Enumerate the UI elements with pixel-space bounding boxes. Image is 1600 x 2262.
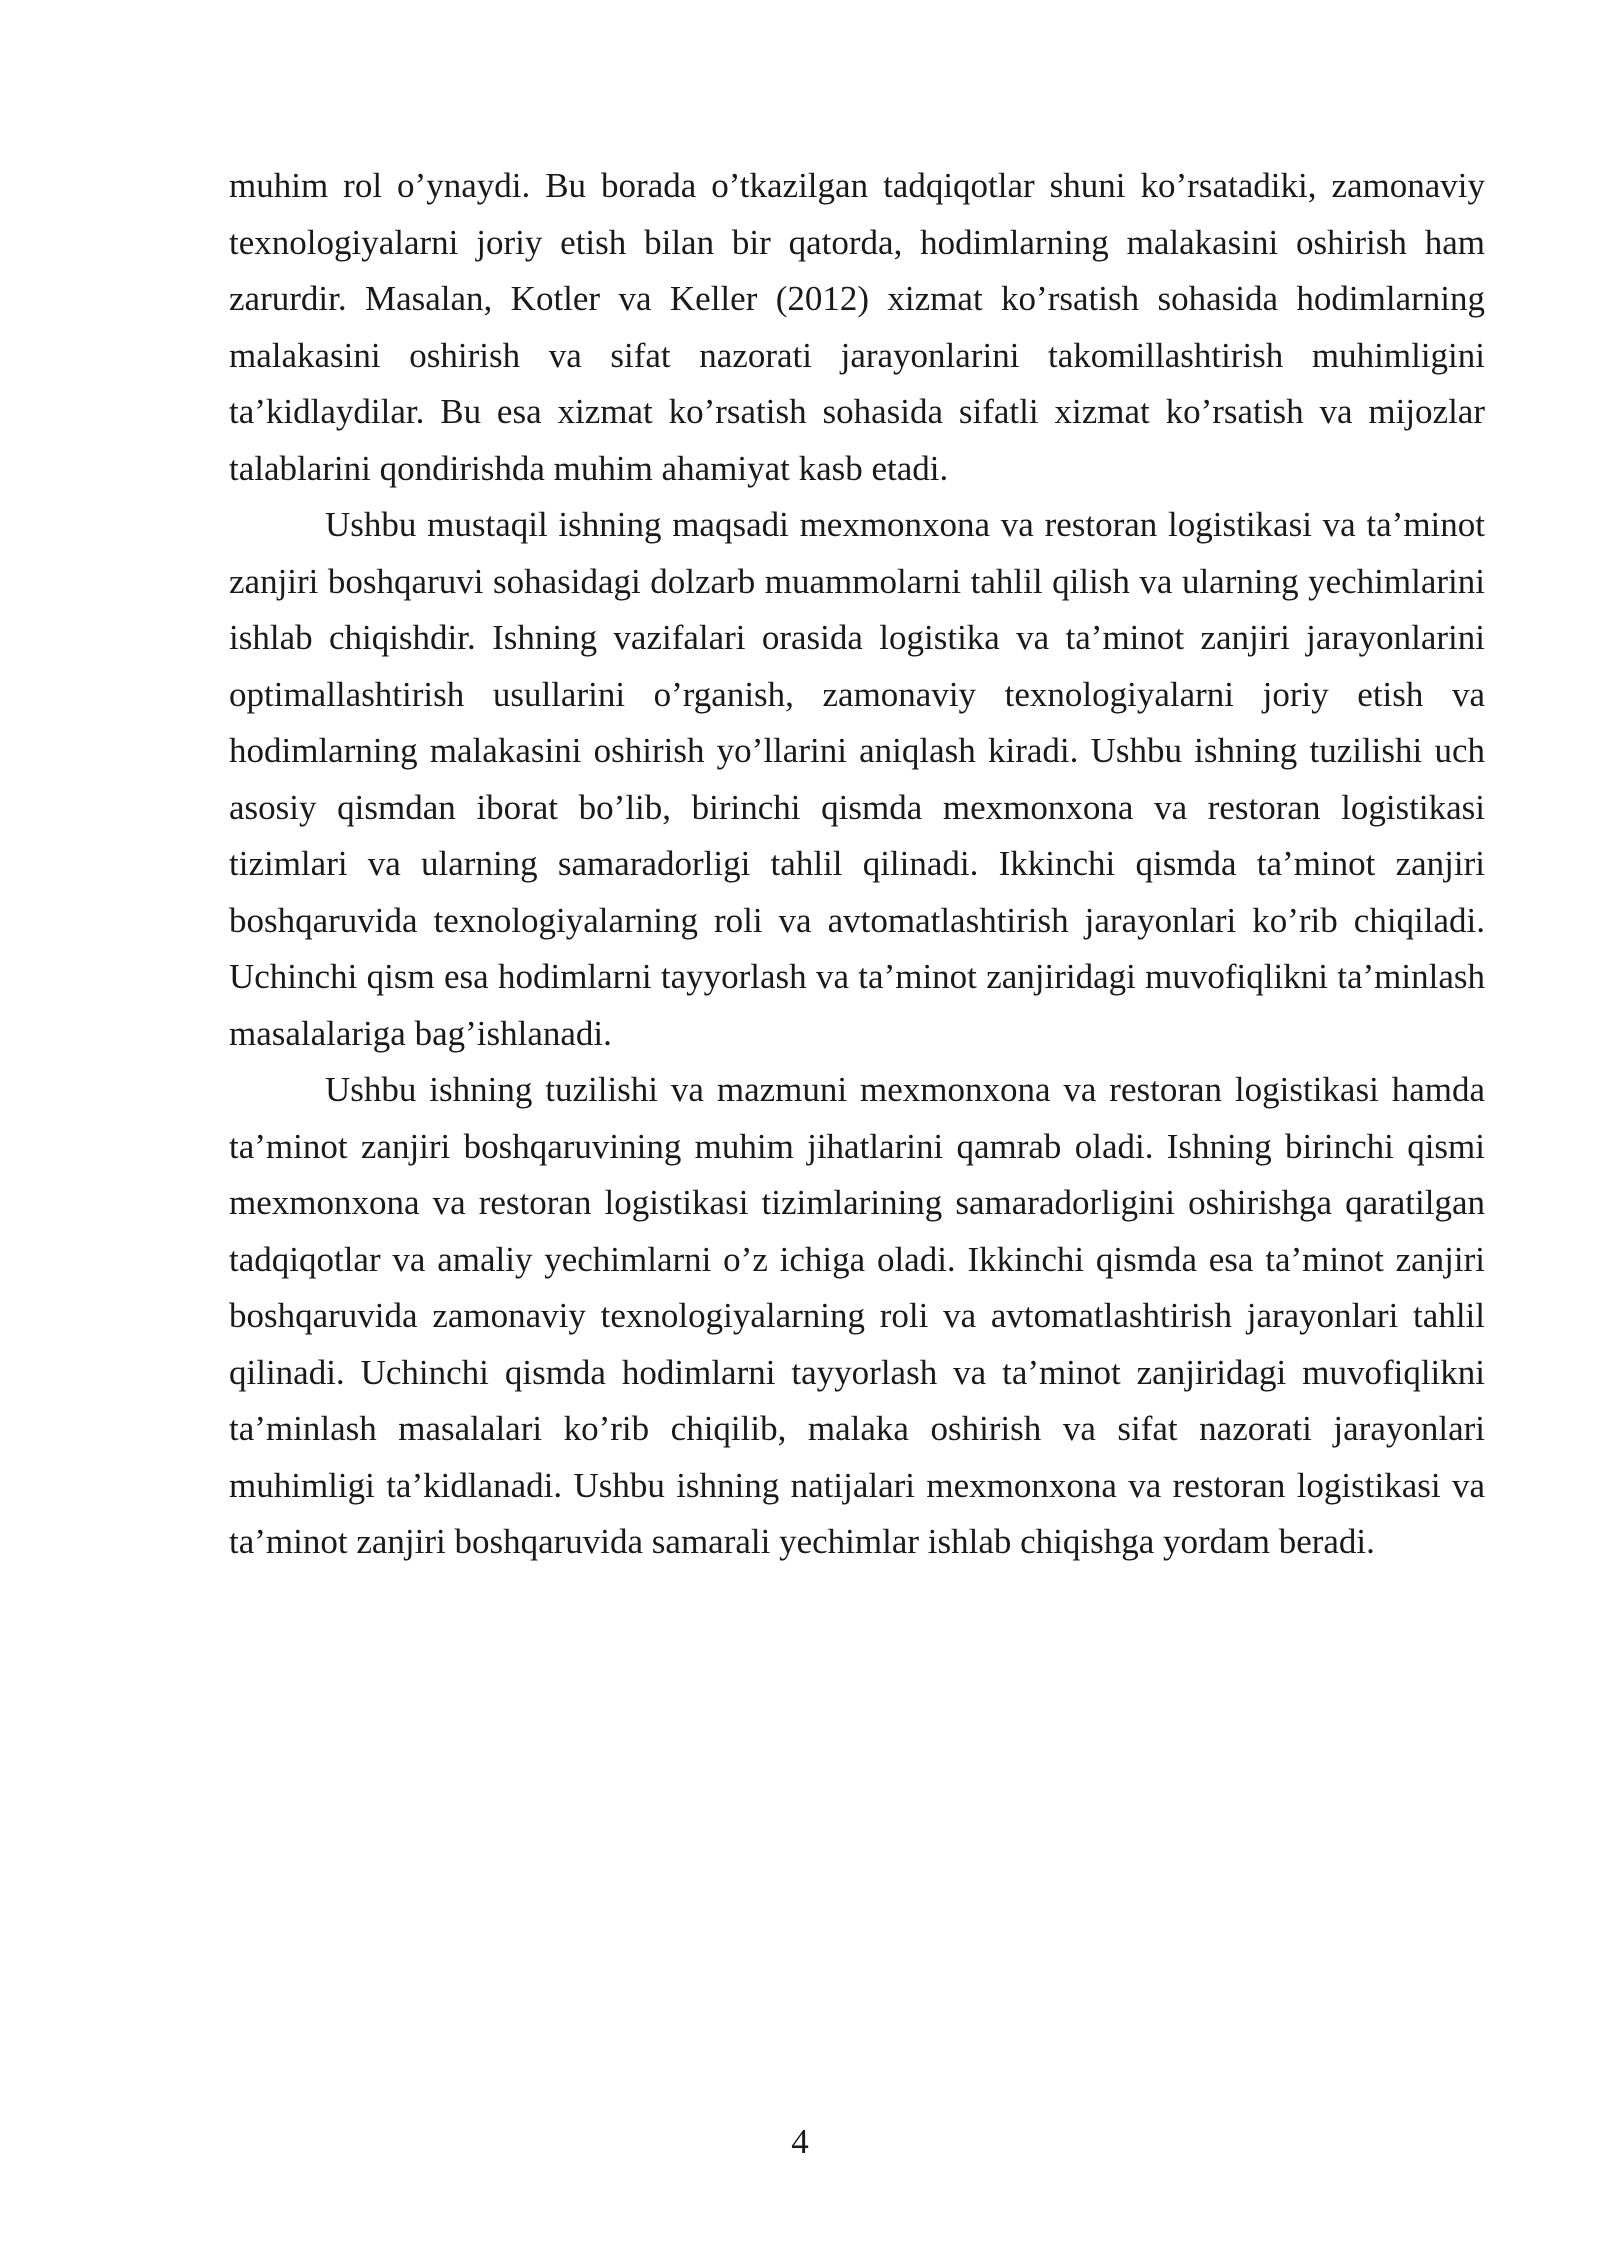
paragraph-continuation: muhim rol o’ynaydi. Bu borada o’tkazilgan tadqiqotlar shuni ko’rsatadiki, zamonaviy texnologiyalarni joriy etish bilan bir qatorda, hodimlarning malakasini oshirish ham zarurdir. Masalan, Kotler va Keller (2012) xizmat ko’rsatish sohasida hodimlarning malakasini oshirish va sifat nazorati jarayonlarini takomillashtirish muhimligini ta’kidlaydilar. Bu esa xizmat ko’rsatish sohasida sifatli xizmat ko’rsatish va mijozlar talablarini qondirishda muhim ahamiyat kasb etadi. xyxy=(229,166,1485,488)
page-number: 4 xyxy=(791,2122,809,2161)
body-text xyxy=(229,158,1485,1571)
paragraph-purpose: Ushbu mustaqil ishning maqsadi mexmonxona va restoran logistikasi va ta’minot zanjiri boshqaruvi sohasidagi dolzarb muammolarni tahlil qilish va ularning yechimlarini ishlab chiqishdir. Ishning vazifalari orasida logistika va ta’minot zanjiri jarayonlarini optimallashtirish usullarini o’rganish, zamonaviy texnologiyalarni joriy etish va hodimlarning malakasini oshirish yo’llarini aniqlash kiradi. Ushbu ishning tuzilishi uch asosiy qismdan iborat bo’lib, birinchi qismda mexmonxona va restoran logistikasi tizimlari va ularning samaradorligi tahlil qilinadi. Ikkinchi qismda ta’minot zanjiri boshqaruvida texnologiyalarning roli va avtomatlashtirish jarayonlari ko’rib chiqiladi. Uchinchi qism esa hodimlarni tayyorlash va ta’minot zanjiridagi muvofiqlikni ta’minlash masalalariga bag’ishlanadi. xyxy=(229,505,1485,1053)
paragraph-structure: Ushbu ishning tuzilishi va mazmuni mexmonxona va restoran logistikasi hamda ta’minot zanjiri boshqaruvining muhim jihatlarini qamrab oladi. Ishning birinchi qismi mexmonxona va restoran logistikasi tizimlarining samaradorligini oshirishga qaratilgan tadqiqotlar va amaliy yechimlarni o’z ichiga oladi. Ikkinchi qismda esa ta’minot zanjiri boshqaruvida zamonaviy texnologiyalarning roli va avtomatlashtirish jarayonlari tahlil qilinadi. Uchinchi qismda hodimlarni tayyorlash va ta’minot zanjiridagi muvofiqlikni ta’minlash masalalari ko’rib chiqilib, malaka oshirish va sifat nazorati jarayonlari muhimligi ta’kidlanadi. Ushbu ishning natijalari mexmonxona va restoran logistikasi va ta’minot zanjiri boshqaruvida samarali yechimlar ishlab chiqishga yordam beradi. xyxy=(229,1070,1485,1561)
